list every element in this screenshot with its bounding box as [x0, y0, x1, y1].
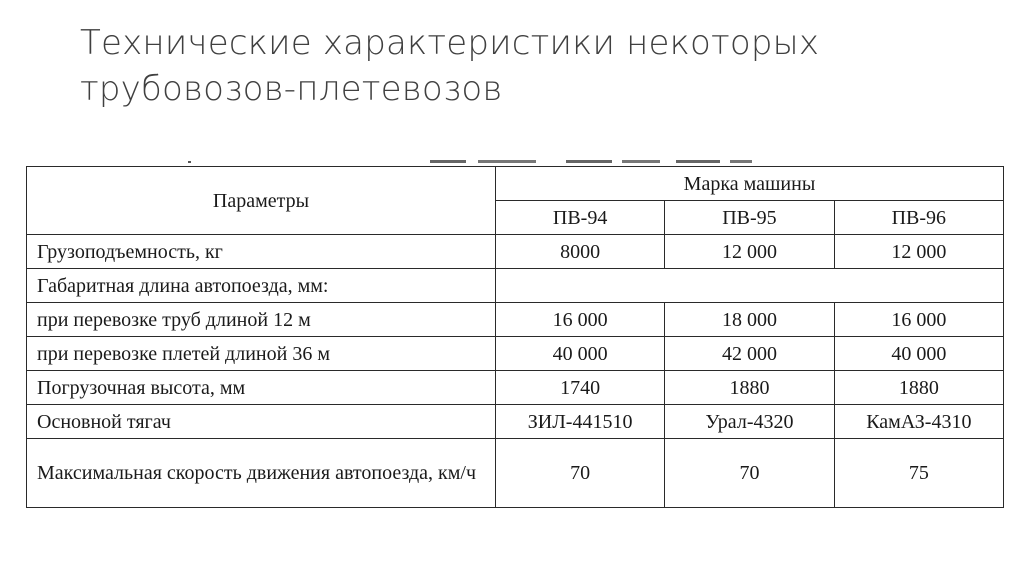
scan-artifact-cropped-text	[26, 158, 1004, 166]
row-value: 40 000	[834, 337, 1003, 371]
row-value: 70	[665, 439, 834, 508]
table-header-row-1	[27, 167, 1004, 201]
row-param: при перевозке труб длиной 12 м	[27, 303, 496, 337]
row-param: при перевозке плетей длиной 36 м	[27, 337, 496, 371]
row-value: 42 000	[665, 337, 834, 371]
table-row	[27, 303, 1004, 337]
specs-table-container	[26, 166, 1004, 508]
specs-table	[26, 166, 1004, 508]
row-value: Урал-4320	[665, 405, 834, 439]
row-value: 16 000	[834, 303, 1003, 337]
row-param: Основной тягач	[27, 405, 496, 439]
row-value: 1740	[495, 371, 664, 405]
row-value: 75	[834, 439, 1003, 508]
row-value: 1880	[665, 371, 834, 405]
slide-title-line-1: Технические характеристики некоторых	[80, 23, 820, 63]
row-param: Максимальная скорость движения автопоезда, км/ч	[27, 439, 496, 508]
row-value-empty	[495, 269, 1003, 303]
header-brand: Марка машины	[495, 167, 1003, 201]
table-row	[27, 371, 1004, 405]
table-row	[27, 337, 1004, 371]
table-row	[27, 269, 1004, 303]
row-value: 8000	[495, 235, 664, 269]
header-params: Параметры	[27, 167, 496, 235]
row-value: 1880	[834, 371, 1003, 405]
header-model-3: ПВ-96	[834, 201, 1003, 235]
row-value: 12 000	[665, 235, 834, 269]
row-value: 16 000	[495, 303, 664, 337]
row-value: 12 000	[834, 235, 1003, 269]
row-param: Грузоподъемность, кг	[27, 235, 496, 269]
row-value: КамАЗ-4310	[834, 405, 1003, 439]
table-row	[27, 235, 1004, 269]
slide-title-line-2: трубовозов-плетевозов	[80, 69, 503, 109]
row-param: Габаритная длина автопоезда, мм:	[27, 269, 496, 303]
table-row	[27, 439, 1004, 508]
row-param: Погрузочная высота, мм	[27, 371, 496, 405]
header-model-1: ПВ-94	[495, 201, 664, 235]
row-value: 18 000	[665, 303, 834, 337]
row-value: 40 000	[495, 337, 664, 371]
header-model-2: ПВ-95	[665, 201, 834, 235]
row-value: ЗИЛ-441510	[495, 405, 664, 439]
slide-title	[80, 20, 980, 112]
row-value: 70	[495, 439, 664, 508]
table-row	[27, 405, 1004, 439]
